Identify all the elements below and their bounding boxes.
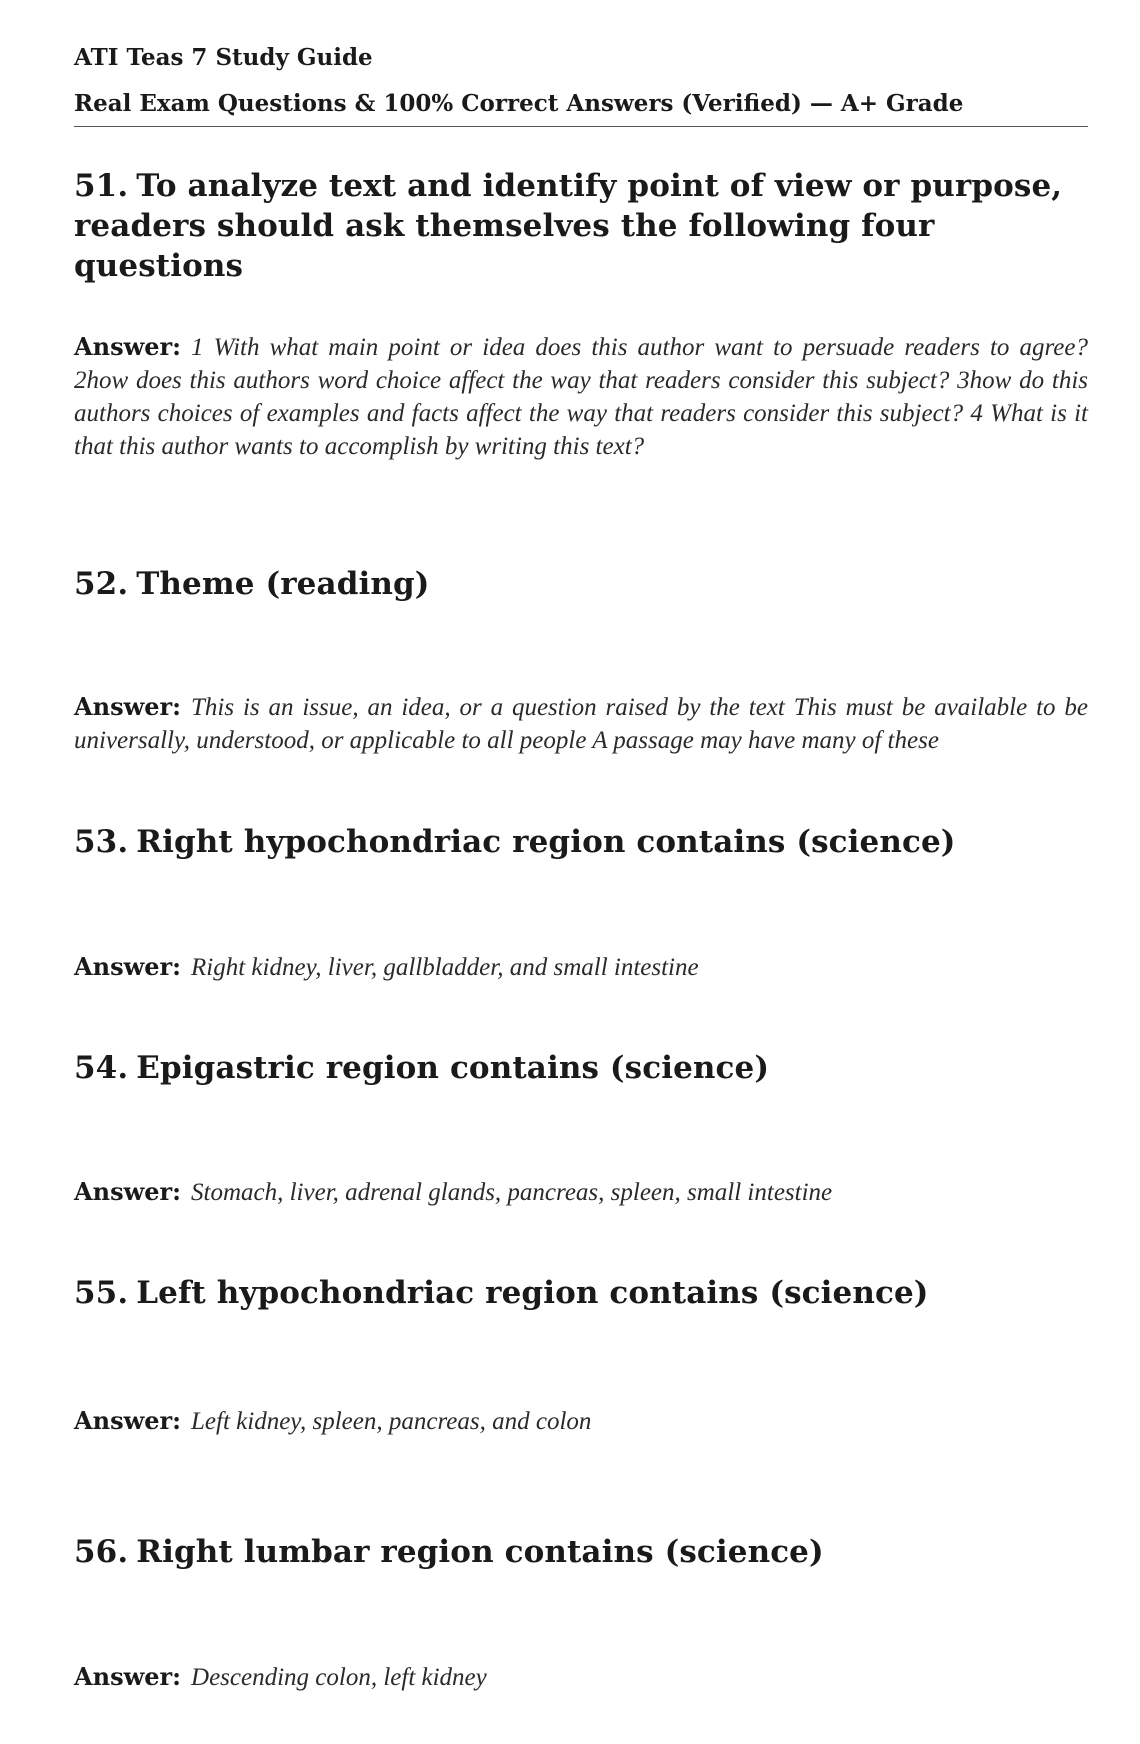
answer-text: Descending colon, left kidney [191, 1664, 487, 1691]
answer-text: Stomach, liver, adrenal glands, pancreas, spleen, small intestine [191, 1179, 833, 1206]
question-text: Right hypochondriac region contains (science) [136, 824, 956, 860]
document-subtitle: Real Exam Questions & 100% Correct Answers (Verified) — A+ Grade [74, 90, 964, 117]
answer-label: Answer: [74, 1177, 182, 1206]
document-page [74, 40, 1088, 127]
answer-56 [74, 1660, 1088, 1694]
answer-text: Left kidney, spleen, pancreas, and colon [191, 1408, 592, 1435]
answer-label: Answer: [74, 952, 182, 981]
question-52 [74, 564, 1088, 604]
answer-52 [74, 690, 1088, 757]
answer-label: Answer: [74, 1662, 182, 1691]
question-53 [74, 822, 1088, 862]
answer-label: Answer: [74, 692, 182, 721]
question-number: 56. [74, 1534, 129, 1570]
question-number: 54. [74, 1050, 129, 1086]
question-text: Theme (reading) [136, 566, 430, 602]
answer-text: This is an issue, an idea, or a question raised by the text This must be available to be universally, understood, or applicable to all people A passage may have many of these [74, 694, 1088, 754]
question-text: Left hypochondriac region contains (science) [136, 1275, 929, 1311]
question-text: Epigastric region contains (science) [136, 1050, 770, 1086]
document-title: ATI Teas 7 Study Guide [74, 44, 373, 71]
answer-53 [74, 950, 1088, 984]
question-51 [74, 166, 1088, 286]
answer-text: 1 With what main point or idea does this author want to persuade readers to agree? 2how does this authors word choice affect the way that readers consider this subject? 3how do this authors choices of examples and facts affect the way that readers consider this subject? 4 What is it that this author wants to accomplish by writing this text? [74, 334, 1088, 460]
answer-54 [74, 1175, 1088, 1209]
question-text: To analyze text and identify point of view or purpose, readers should ask themselves the following four questions [74, 168, 1063, 284]
question-text: Right lumbar region contains (science) [136, 1534, 824, 1570]
answer-text: Right kidney, liver, gallbladder, and small intestine [191, 954, 699, 981]
question-number: 53. [74, 824, 129, 860]
question-56 [74, 1532, 1088, 1572]
question-number: 52. [74, 566, 129, 602]
header-divider [74, 126, 1088, 127]
question-number: 55. [74, 1275, 129, 1311]
question-number: 51. [74, 168, 129, 204]
answer-label: Answer: [74, 1406, 182, 1435]
answer-55 [74, 1404, 1088, 1438]
answer-51 [74, 330, 1088, 463]
question-55 [74, 1273, 1088, 1313]
answer-label: Answer: [74, 332, 182, 361]
question-54 [74, 1048, 1088, 1088]
